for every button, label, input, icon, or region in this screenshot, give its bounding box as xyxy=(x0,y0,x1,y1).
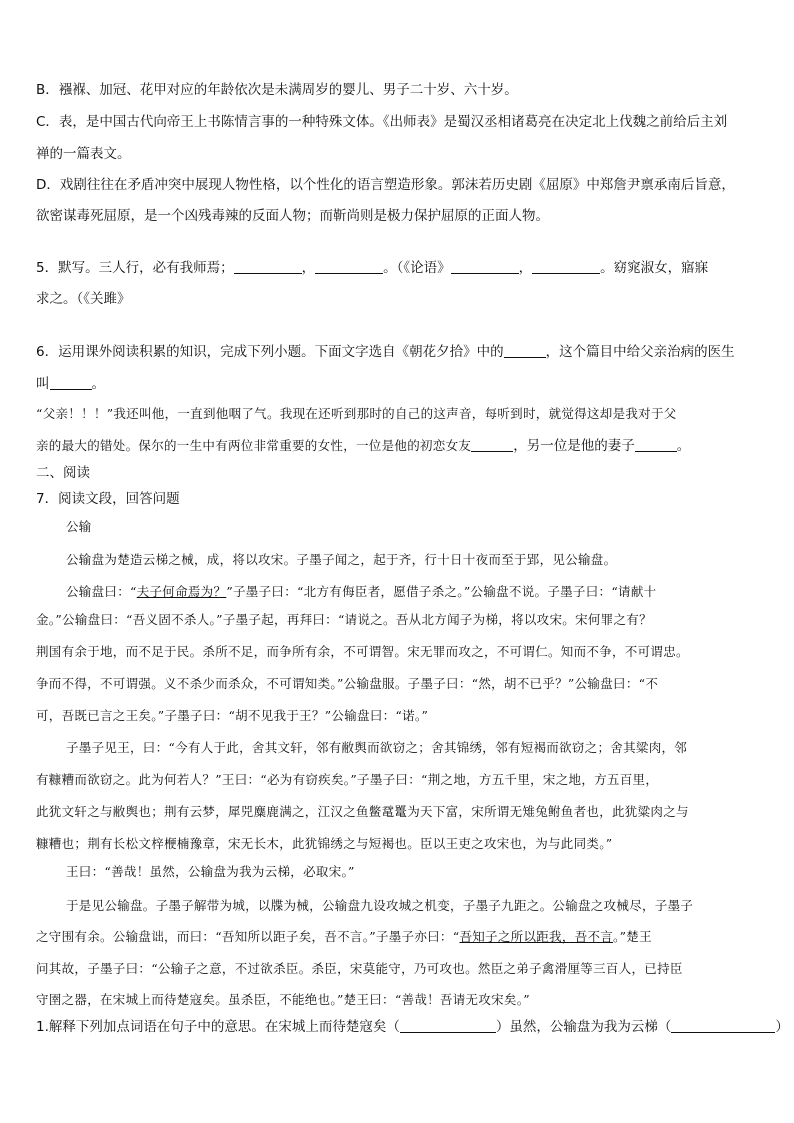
underlined-phrase: 吾知子之所以距我，吾不言 xyxy=(459,929,614,944)
question-7-prompt: 7．阅读文段，回答问题 xyxy=(36,491,180,507)
option-c-line1: C．表，是中国古代向帝王上书陈情言事的一种特殊文体。《出师表》是蜀汉丞相诸葛亮在决定北上伐魏之前给后主刘 xyxy=(36,114,728,130)
passage-line: 公输盘为楚造云梯之械，成，将以攻宋。子墨子闻之，起于齐，行十日十夜而至于郢，见公输盘。 xyxy=(66,552,617,567)
option-d-line1: D．戏剧往往在矛盾冲突中展现人物性格，以个性化的语言塑造形象。郭沫若历史剧《屈原》中郑詹尹禀承南后旨意， xyxy=(36,177,735,193)
q5-blank-1[interactable] xyxy=(234,259,302,274)
q6-quote-line1: “父亲！！！”我还叫他，一直到他咽了气。我现在还听到那时的自己的这声音，每听到时，就觉得这却是我对于父 xyxy=(36,406,677,421)
q5-sep-2: ， xyxy=(518,260,533,276)
q6-blank-1[interactable] xyxy=(504,343,546,358)
question-6-line1 xyxy=(36,342,735,362)
passage-text: 之守围有余。公输盘诎，而曰：“吾知所以距子矣，吾不言。”子墨子亦曰：“ xyxy=(36,929,460,944)
passage-line: 金。”公输盘曰：“吾义固不杀人。”子墨子起，再拜曰：“请说之。吾从北方闻子为梯，将以攻宋。宋何罪之有？ xyxy=(36,612,652,627)
option-b: B．襁褓、加冠、花甲对应的年龄依次是未满周岁的婴儿、男子二十岁、六十岁。 xyxy=(36,82,518,98)
passage-text: 公输盘曰：“ xyxy=(66,584,137,599)
passage-title: 公输 xyxy=(66,519,92,534)
q5-sep-1: ， xyxy=(301,260,316,276)
q6-text-4: 。 xyxy=(91,376,105,392)
sub-question-text: ）虽然，公输盘为我为云梯（ xyxy=(495,1019,672,1035)
q6-blank-4[interactable] xyxy=(635,437,677,452)
passage-line: 问其故，子墨子曰：“公输子之意，不过欲杀臣。杀臣，宋莫能守，乃可攻也。然臣之弟子禽滑厘等三百人，已持臣 xyxy=(36,961,683,976)
passage-text: ”子墨子曰：“北方有侮臣者，愿借子杀之。”公输盘不说。子墨子曰：“请献十 xyxy=(226,584,657,599)
q6-blank-2[interactable] xyxy=(50,375,92,390)
option-c-line2: 禅的一篇表文。 xyxy=(36,146,131,162)
question-6-line2 xyxy=(36,374,105,394)
passage-line: 子墨子见王，曰：“今有人于此，舍其文轩，邻有敝舆而欲窃之；舍其锦绣，邻有短褐而欲窃之；舍其粱肉，邻 xyxy=(66,740,688,755)
passage-line: 于是见公输盘。子墨子解带为城，以牒为械，公输盘九设攻城之机变，子墨子九距之。公输盘之攻械尽，子墨子 xyxy=(66,898,694,913)
sub-question-text: 1.解释下列加点词语在句子中的意思。在宋城上而待楚寇矣（ xyxy=(36,1019,400,1035)
option-d-line2: 欲密谋毒死屈原，是一个凶残毒辣的反面人物；而靳尚则是极力保护屈原的正面人物。 xyxy=(36,208,549,224)
q5-blank-2[interactable] xyxy=(315,259,383,274)
sub-question-text: ） xyxy=(775,1019,789,1035)
sub-question-1 xyxy=(36,1017,789,1037)
q6-text-2: ，这个篇目中给父亲治病的医生 xyxy=(545,344,735,360)
question-5-line1 xyxy=(36,258,708,278)
underlined-phrase: 夫子何命焉为？ xyxy=(136,584,227,599)
q6-blank-3[interactable] xyxy=(471,437,513,452)
q6-quote-text-3: 。 xyxy=(676,438,691,454)
passage-line: 糠糟也；荆有长松文梓楩楠豫章，宋无长木，此犹锦绣之与短褐也。臣以王吏之攻宋也，为与此同类。” xyxy=(36,836,613,851)
q5-blank-3[interactable] xyxy=(451,259,519,274)
sub-answer-blank-1[interactable] xyxy=(400,1018,496,1033)
passage-line xyxy=(36,927,652,947)
q6-quote-line2 xyxy=(36,436,690,456)
passage-line: 荆国有余于地，而不足于民。杀所不足，而争所有余，不可谓智。宋无罪而攻之，不可谓仁。知而不争，不可谓忠。 xyxy=(36,644,689,659)
q6-quote-text: 亲的最大的错处。保尔的一生中有两位非常重要的女性，一位是他的初恋女友 xyxy=(36,438,472,453)
q5-text-2: 。（《论语》 xyxy=(383,260,451,276)
q6-text-1: 6．运用课外阅读积累的知识，完成下列小题。下面文字选自《朝花夕拾》中的 xyxy=(36,344,504,360)
q5-text-3: 。窈窕淑女，寤寐 xyxy=(600,260,709,276)
passage-line: 有糠糟而欲窃之。此为何若人？”王曰：“必为有窃疾矣。”子墨子曰：“荆之地，方五千里，宋之地，方五百里， xyxy=(36,772,659,787)
question-5-line2: 求之。（《关雎》 xyxy=(36,291,131,307)
passage-text: 。”楚王 xyxy=(613,929,652,944)
passage-line: 争而不得，不可谓强。义不杀少而杀众，不可谓知类。”公输盘服。子墨子曰：“然，胡不已乎？”公输盘曰：“不 xyxy=(36,676,659,691)
passage-line: 守圉之器，在宋城上而待楚寇矣。虽杀臣，不能绝也。”楚王曰：“善哉！吾请无攻宋矣。” xyxy=(36,992,530,1007)
q6-text-3: 叫 xyxy=(36,376,50,392)
passage-line: 可，吾既已言之王矣。”子墨子曰：“胡不见我于王？”公输盘曰：“诺。” xyxy=(36,708,429,723)
q5-text-1: 5．默写。三人行，必有我师焉； xyxy=(36,260,234,276)
q5-blank-4[interactable] xyxy=(532,259,600,274)
passage-line xyxy=(66,582,656,602)
q6-quote-text-2: ，另一位是他的妻子 xyxy=(513,438,635,454)
section-heading: 二、阅读 xyxy=(36,465,90,481)
passage-line: 王曰：“善哉！虽然，公输盘为我为云梯，必取宋。” xyxy=(66,864,355,879)
passage-line: 此犹文轩之与敝舆也；荆有云梦，犀兕麋鹿满之，江汉之鱼鳖鼋鼍为天下富，宋所谓无雉兔鲋鱼者也，此犹粱肉之与 xyxy=(36,804,689,819)
sub-answer-blank-2[interactable] xyxy=(671,1018,775,1033)
